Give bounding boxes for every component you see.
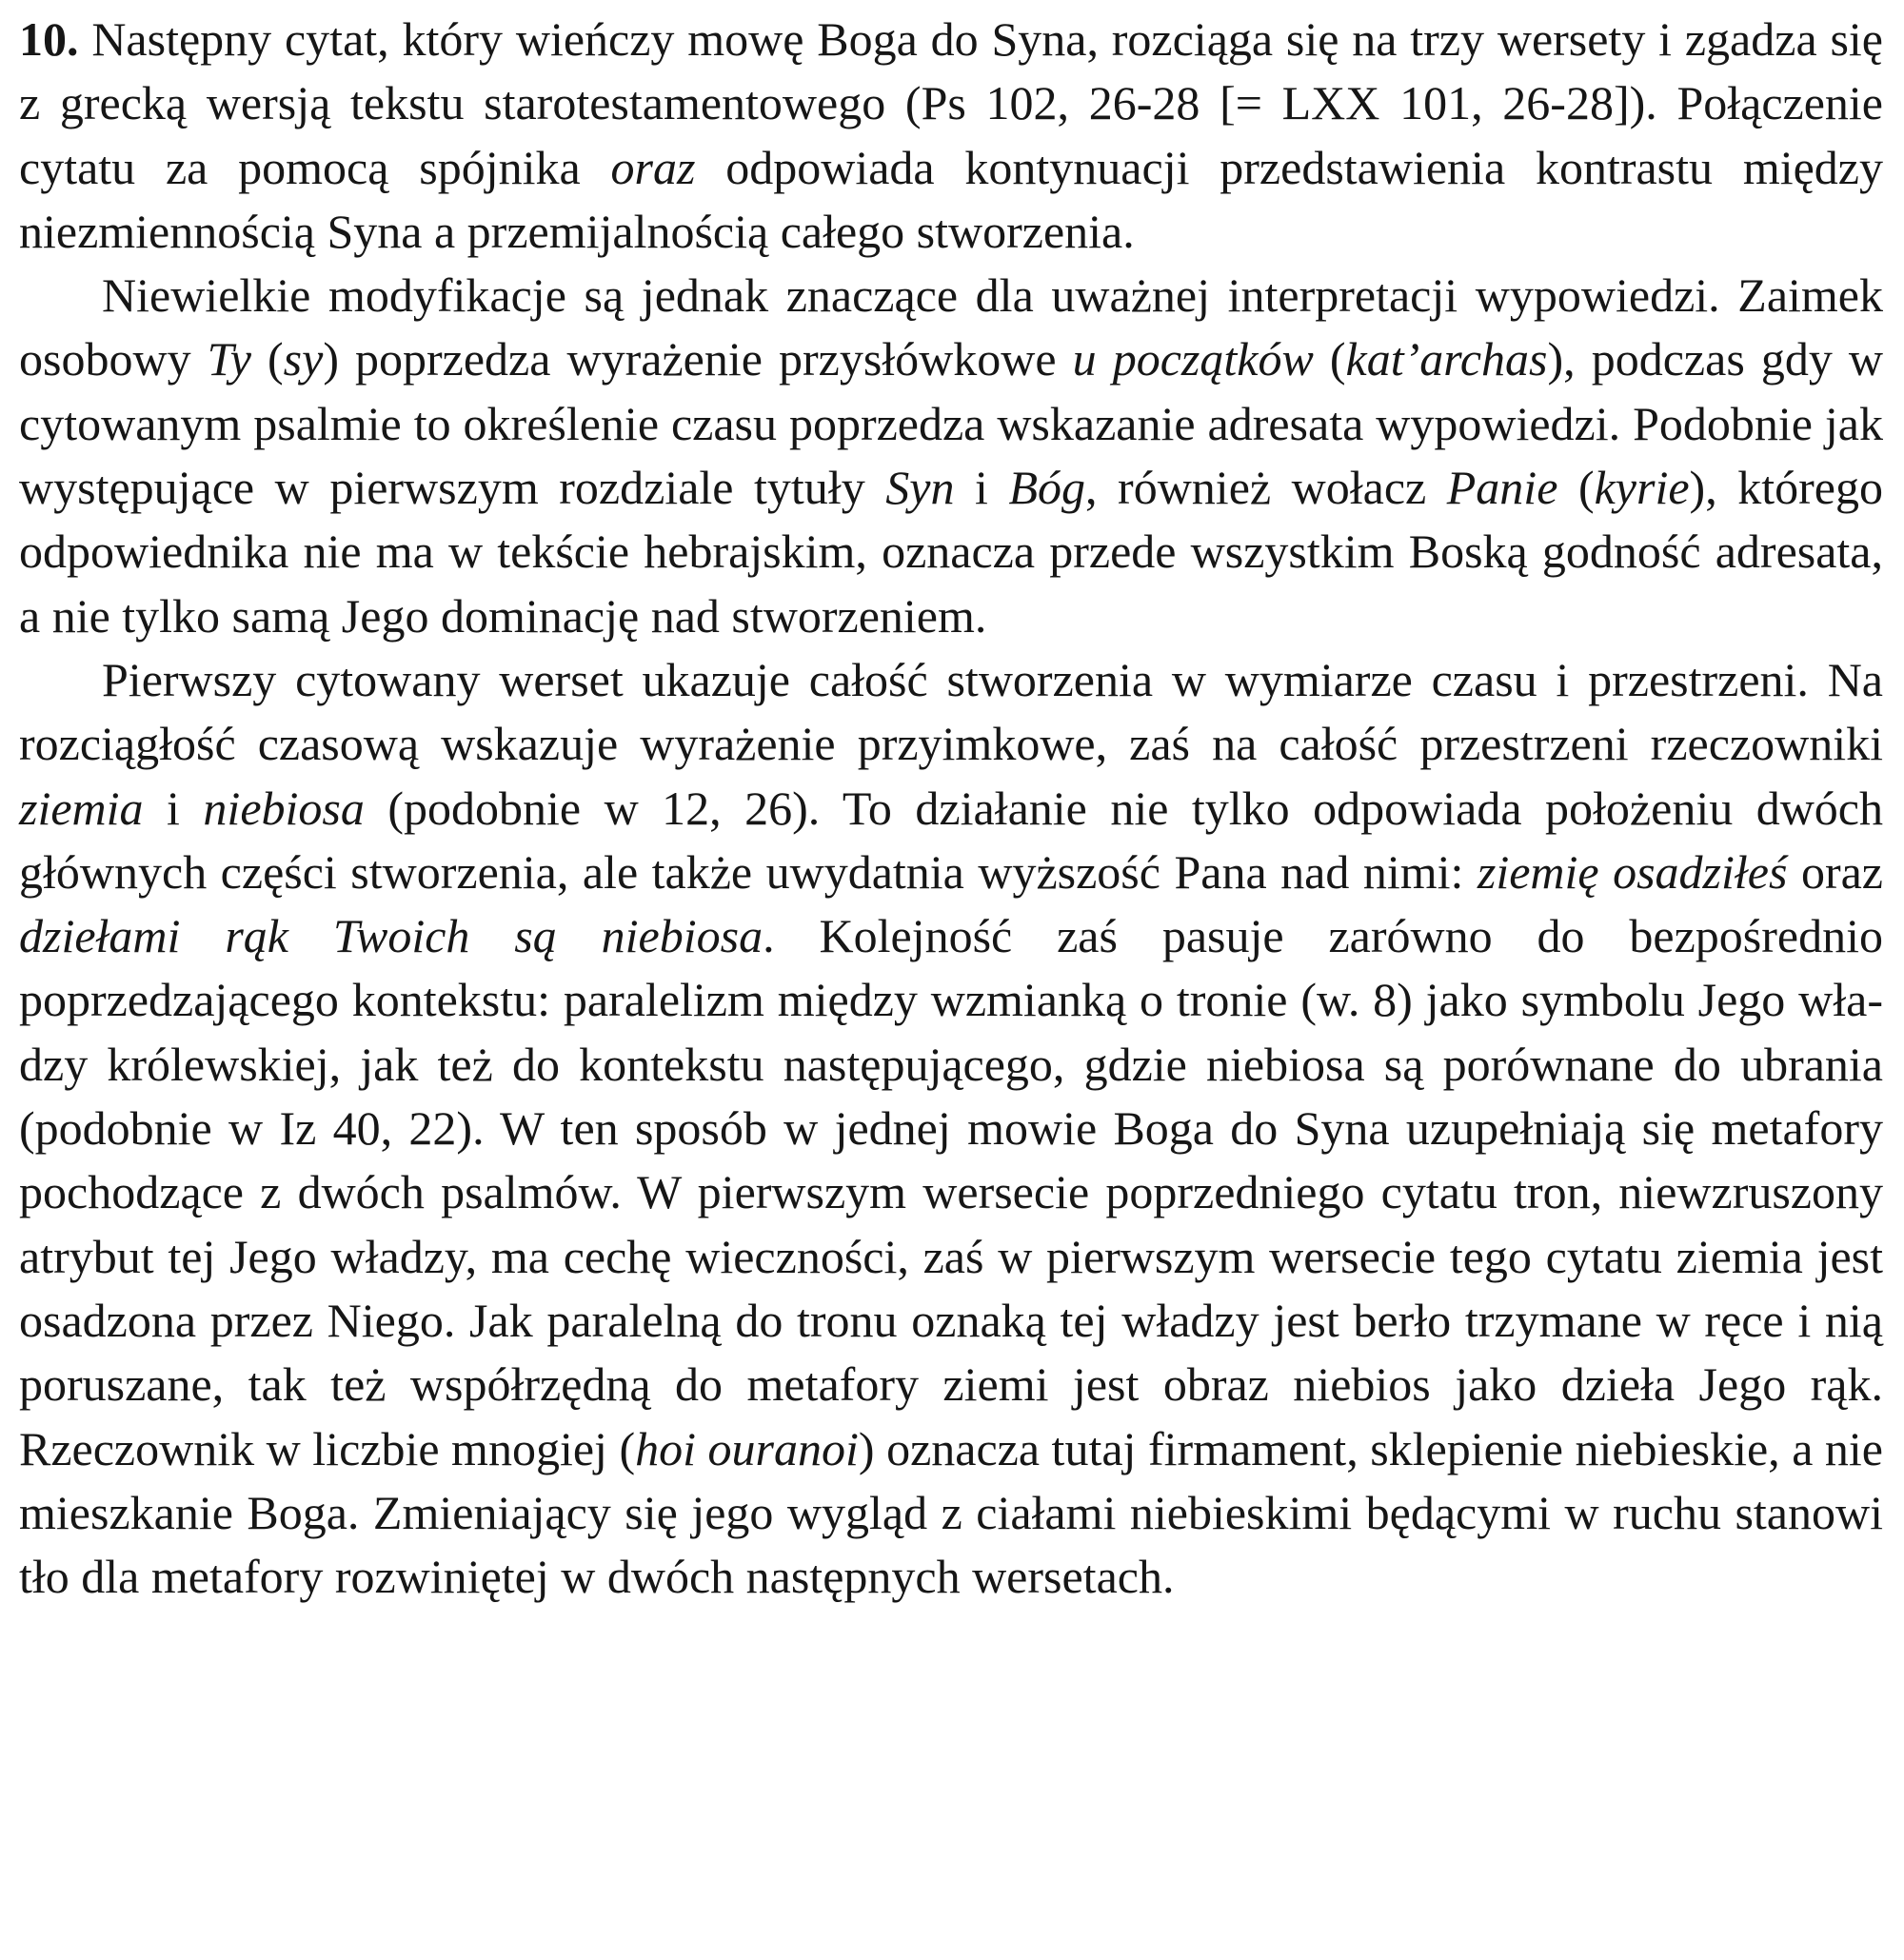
text-run: ), którego odpowiednika nie ma w tekście hebrajskim, oznacza przede wszystkim Boską godność adresata, a nie tylko samą Jego dominację nad stworzeniem. — [19, 461, 1883, 643]
emphasis-run: kat’archas — [1345, 332, 1548, 386]
text-run: odpowiada kontynuacji przedstawienia kontrastu między niezmiennością Syna a przemijalnością całego stworzenia. — [19, 140, 1883, 258]
emphasis-run: Ty — [207, 332, 251, 386]
paragraph-1 — [19, 8, 1883, 264]
text-run: . Kolejność zaś pasuje zarówno do bezpośrednio poprzedzającego kontekstu: paralelizm między wzmianką o tronie (w. 8) jako symbolu Jego władzy królewskiej, jak też do kontekstu następującego, gdzie niebiosa są porównane do ubrania (podobnie w Iz 40, 22). W ten sposób w jednej mowie Boga do Syna uzupełniają się metafory pochodzące z dwóch psalmów. W pierwszym wersecie poprzedniego cytatu tron, niewzruszony atrybut tej Jego władzy, ma cechę wieczności, zaś w pierwszym wersecie tego cytatu ziemia jest osadzona przez Niego. Jak paralelną do tronu oznaką tej władzy jest berło trzymane w ręce i nią poruszane, tak też współrzędną do metafory ziemi jest obraz niebios jako dzieła Jego rąk. Rzeczownik w liczbie mnogiej ( — [19, 909, 1883, 1475]
emphasis-run: ziemia — [19, 781, 144, 835]
text-run: ), podczas gdy w cytowanym psalmie to określenie czasu poprzedza wskazanie adresata wypowiedzi. Podobnie jak występujące w pierwszym rozdziale tytuły — [19, 332, 1884, 515]
text-run: ) oznacza tutaj firmament, sklepienie niebieskie, a nie mieszkanie Boga. Zmieniający się jego wygląd z ciałami niebieskimi będącymi w ruchu stanowi tło dla metafory rozwiniętej w dwóch następnych wersetach. — [19, 1421, 1884, 1604]
text-run: , również wołacz — [1085, 461, 1447, 515]
emphasis-run: kyrie — [1594, 461, 1690, 515]
document-page — [19, 8, 1883, 1609]
emphasis-run: sy — [283, 332, 324, 386]
emphasis-run: niebiosa — [203, 781, 365, 835]
text-run: oraz — [1787, 844, 1883, 899]
section-number: 10. — [19, 12, 79, 66]
text-run: (podobnie w 12, 26). To działanie nie tylko odpowiada położeniu dwóch głównych części stworzenia, ale także uwydatnia wyższość Pana nad nimi: — [19, 781, 1883, 899]
emphasis-run: Panie — [1446, 461, 1558, 515]
emphasis-run: Bóg — [1008, 461, 1085, 515]
emphasis-run: ziemię osadziłeś — [1477, 844, 1788, 899]
text-run: i — [143, 781, 204, 835]
emphasis-run: u początków — [1072, 332, 1314, 386]
paragraph-2 — [19, 264, 1883, 648]
text-run: i — [954, 461, 1009, 515]
text-run: Niewielkie modyfikacje są jednak znaczące dla uważnej interpretacji wypowiedzi. Zaimek osobowy — [19, 268, 1883, 386]
text-run: Pierwszy cytowany werset ukazuje całość stworzenia w wymiarze czasu i przestrzeni. Na rozciągłość czasową wskazuje wyrażenie przyimkowe, zaś na całość przestrzeni rzeczowniki — [19, 652, 1883, 771]
emphasis-run: hoi ouranoi — [635, 1421, 859, 1475]
emphasis-run: Syn — [885, 461, 955, 515]
text-run: ) poprzedza wyrażenie przysłówkowe — [323, 332, 1073, 386]
text-run: ( — [250, 332, 284, 386]
emphasis-run: oraz — [610, 140, 696, 194]
text-run: ( — [1313, 332, 1346, 386]
text-run: Następny cytat, który wieńczy mowę Boga do Syna, rozciąga się na trzy wersety i zgadza się z grecką wersją tekstu starotestamentowego (Ps 102, 26-28 [= LXX 101, 26-28]). Połączenie cytatu za pomocą spójnika — [19, 12, 1883, 194]
paragraph-3 — [19, 648, 1883, 1609]
emphasis-run: dziełami rąk Twoich są niebiosa — [19, 909, 764, 963]
text-run: ( — [1557, 461, 1595, 515]
